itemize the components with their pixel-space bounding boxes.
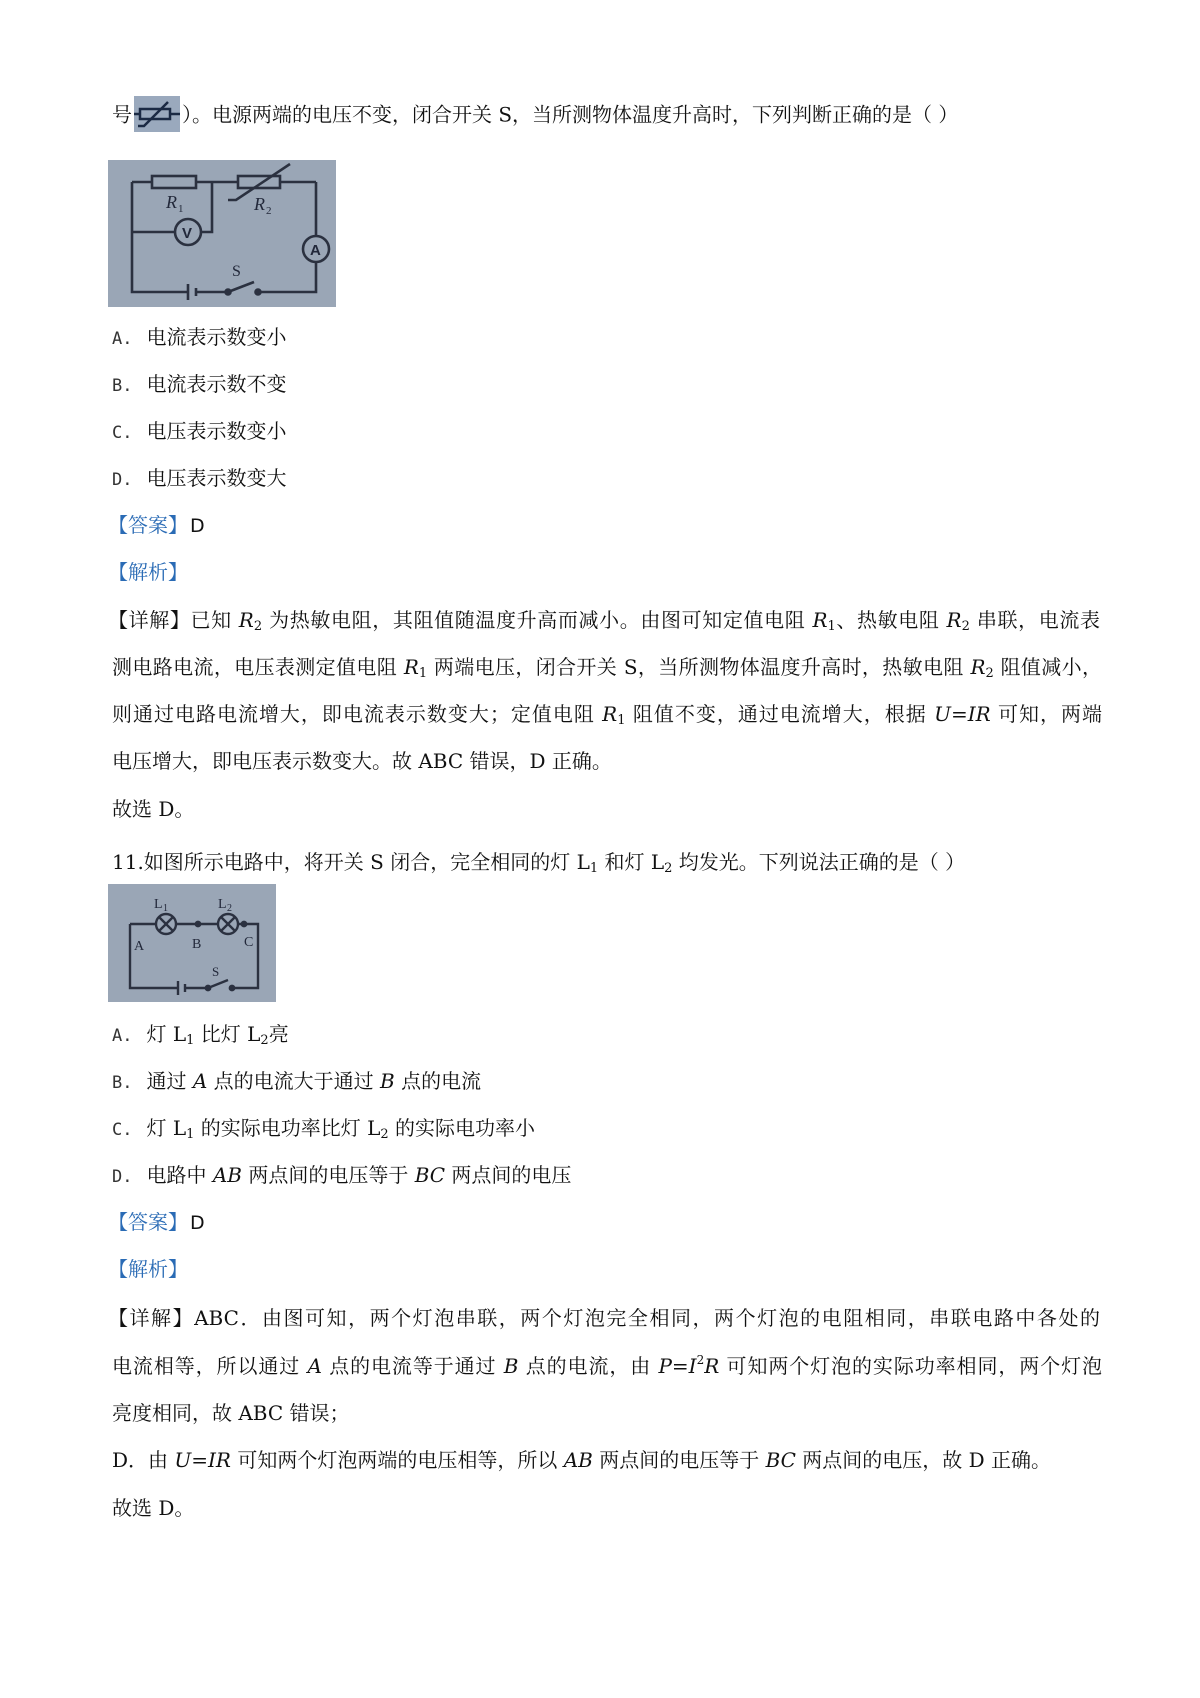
q10-option-c — [112, 416, 1102, 448]
text: 可知两个灯泡的实际功率相同，两个灯泡 — [719, 1354, 1103, 1378]
var: R — [704, 1354, 720, 1378]
answer-value: D — [190, 1212, 205, 1234]
sub: 1 — [186, 1127, 195, 1142]
text: 电路中 — [146, 1163, 213, 1187]
q10-stem-text: ）。电源两端的电压不变，闭合开关 S，当所测物体温度升高时，下列判断正确的是（ ） — [182, 102, 959, 127]
text: 11.如图所示电路中，将开关 S 闭合，完全相同的灯 L — [112, 850, 590, 874]
text: 已知 — [190, 608, 239, 632]
q10-conclusion: 故选 D。 — [112, 797, 195, 821]
r1-sub: 1 — [178, 203, 184, 215]
sup: 2 — [696, 1353, 705, 1367]
switch-label: S — [212, 964, 220, 979]
text: 阻值不变，通过电流增大，根据 — [625, 702, 935, 726]
var: AB — [563, 1448, 593, 1472]
l1-sub: 1 — [163, 903, 168, 914]
var: BC — [414, 1163, 446, 1187]
r2-label: R — [254, 194, 265, 214]
option-letter: C. — [112, 423, 133, 443]
text: ABC．由图可知，两个灯泡串联，两个灯泡完全相同，两个灯泡的电阻相同，串联电路中各处的 — [194, 1306, 1100, 1330]
analysis-tag: 【解析】 — [108, 560, 188, 584]
sub: 2 — [664, 861, 673, 876]
text: 则通过电路电流增大，即电流表示数变大；定值电阻 — [112, 702, 603, 726]
point-b-label: B — [192, 937, 202, 952]
q10-detail-line-1 — [108, 605, 1100, 635]
text: 两点间的电压 — [445, 1163, 572, 1187]
q11-detail-line-3: 亮度相同，故 ABC 错误； — [112, 1401, 350, 1425]
switch-label: S — [232, 263, 241, 280]
option-letter: B. — [112, 1073, 133, 1093]
text: 两端电压，闭合开关 S，当所测物体温度升高时，热敏电阻 — [427, 655, 971, 679]
sub: 2 — [380, 1127, 389, 1142]
text: 阻值减小， — [993, 655, 1103, 679]
thermistor-symbol-icon — [134, 96, 180, 132]
var: R — [970, 655, 986, 679]
text: 电流相等，所以通过 — [112, 1354, 308, 1378]
text: D．由 — [112, 1448, 175, 1472]
sub: 2 — [260, 1033, 269, 1048]
text: 灯 L — [146, 1116, 187, 1140]
sub: 1 — [617, 713, 626, 728]
q10-option-b — [112, 369, 1102, 401]
r2-sub: 2 — [266, 205, 272, 217]
var: B — [503, 1354, 519, 1378]
text: 点的电流 — [394, 1069, 482, 1093]
text: 灯 L — [146, 1022, 187, 1046]
var: BC — [765, 1448, 796, 1472]
var: A — [192, 1069, 208, 1093]
q11-option-d — [112, 1160, 1102, 1192]
q11-detail-line-2 — [112, 1351, 1102, 1381]
text: 和灯 L — [598, 850, 665, 874]
text: 均发光。下列说法正确的是（ ） — [672, 850, 966, 874]
l2-sub: 2 — [227, 903, 232, 914]
option-letter: A. — [112, 329, 133, 349]
option-text: 电流表示数变小 — [146, 325, 287, 349]
option-letter: A. — [112, 1026, 133, 1046]
option-text: 电流表示数不变 — [146, 372, 287, 396]
text: 两点间的电压，故 D 正确。 — [795, 1448, 1052, 1472]
sub: 1 — [418, 666, 428, 681]
q11-detail-line-4 — [112, 1445, 1102, 1475]
answer-tag: 【答案】 — [108, 1210, 188, 1234]
text: 点的电流等于通过 — [321, 1354, 504, 1378]
text: 亮 — [268, 1022, 289, 1046]
var: P=I — [658, 1354, 697, 1378]
answer-value: D — [190, 515, 205, 537]
answer-tag: 【答案】 — [108, 513, 188, 537]
point-c-label: C — [244, 935, 254, 950]
q10-option-d — [112, 463, 1102, 495]
q10-stem — [112, 98, 1102, 134]
l2-label: L — [218, 897, 227, 912]
text: 、热敏电阻 — [835, 608, 947, 632]
q11-conclusion: 故选 D。 — [112, 1496, 195, 1520]
text: 测电路电流，电压表测定值电阻 — [112, 655, 404, 679]
q11-stem — [112, 847, 1102, 877]
q10-detail-line-3 — [112, 699, 1102, 729]
var: R — [602, 702, 618, 726]
text: 两点间的电压等于 — [241, 1163, 415, 1187]
q11-option-c — [112, 1113, 1102, 1145]
text: 为热敏电阻，其阻值随温度升高而减小。由图可知定值电阻 — [262, 608, 813, 632]
q10-option-a — [112, 322, 1102, 354]
text: 的实际电功率比灯 L — [194, 1116, 381, 1140]
q10-detail-line-4: 电压增大，即电压表示数变大。故 ABC 错误，D 正确。 — [112, 749, 612, 773]
option-text: 电压表示数变小 — [146, 419, 287, 443]
sub: 1 — [589, 861, 599, 876]
r1-label: R — [166, 192, 177, 212]
ammeter-label: A — [310, 242, 321, 259]
sub: 2 — [253, 619, 263, 634]
var: U=IR — [934, 702, 991, 726]
var: AB — [212, 1163, 242, 1187]
q11-circuit-figure — [108, 884, 276, 1002]
q11-option-a — [112, 1019, 1102, 1051]
point-a-label: A — [134, 939, 145, 954]
detail-tag: 【详解】 — [108, 608, 191, 632]
q11-detail-line-1 — [108, 1303, 1100, 1333]
q11-answer — [108, 1207, 1098, 1238]
text: 点的电流，由 — [518, 1354, 659, 1378]
var: R — [238, 608, 254, 632]
text: 串联，电流表 — [969, 608, 1101, 632]
sub: 2 — [985, 666, 994, 681]
detail-tag: 【详解】 — [108, 1306, 195, 1330]
var: U=IR — [174, 1448, 231, 1472]
q10-answer — [108, 510, 1098, 541]
text: 点的电流大于通过 — [207, 1069, 381, 1093]
option-letter: C. — [112, 1120, 133, 1140]
text: 两点间的电压等于 — [592, 1448, 766, 1472]
var: R — [812, 608, 828, 632]
q10-stem-start: 号 — [112, 102, 132, 127]
q11-analysis-tag — [108, 1254, 1098, 1284]
q10-detail-line-2 — [112, 652, 1102, 682]
var: R — [403, 655, 419, 679]
var: R — [946, 608, 962, 632]
q10-circuit-figure — [108, 160, 336, 307]
var: A — [307, 1354, 322, 1378]
option-letter: D. — [112, 470, 133, 490]
text: 比灯 L — [194, 1022, 261, 1046]
analysis-tag: 【解析】 — [108, 1257, 188, 1281]
l1-label: L — [154, 897, 163, 912]
text: 可知两个灯泡两端的电压相等，所以 — [230, 1448, 564, 1472]
option-letter: D. — [112, 1167, 133, 1187]
sub: 2 — [961, 619, 970, 634]
voltmeter-label: V — [182, 225, 193, 242]
option-letter: B. — [112, 376, 133, 396]
option-text: 电压表示数变大 — [146, 466, 287, 490]
sub: 1 — [827, 619, 836, 634]
q10-analysis-tag — [108, 557, 1098, 587]
q11-option-b — [112, 1066, 1102, 1098]
text: 的实际电功率小 — [388, 1116, 536, 1140]
var: B — [380, 1069, 395, 1093]
text: 通过 — [146, 1069, 193, 1093]
text: 可知，两端 — [990, 702, 1103, 726]
sub: 1 — [186, 1033, 195, 1048]
